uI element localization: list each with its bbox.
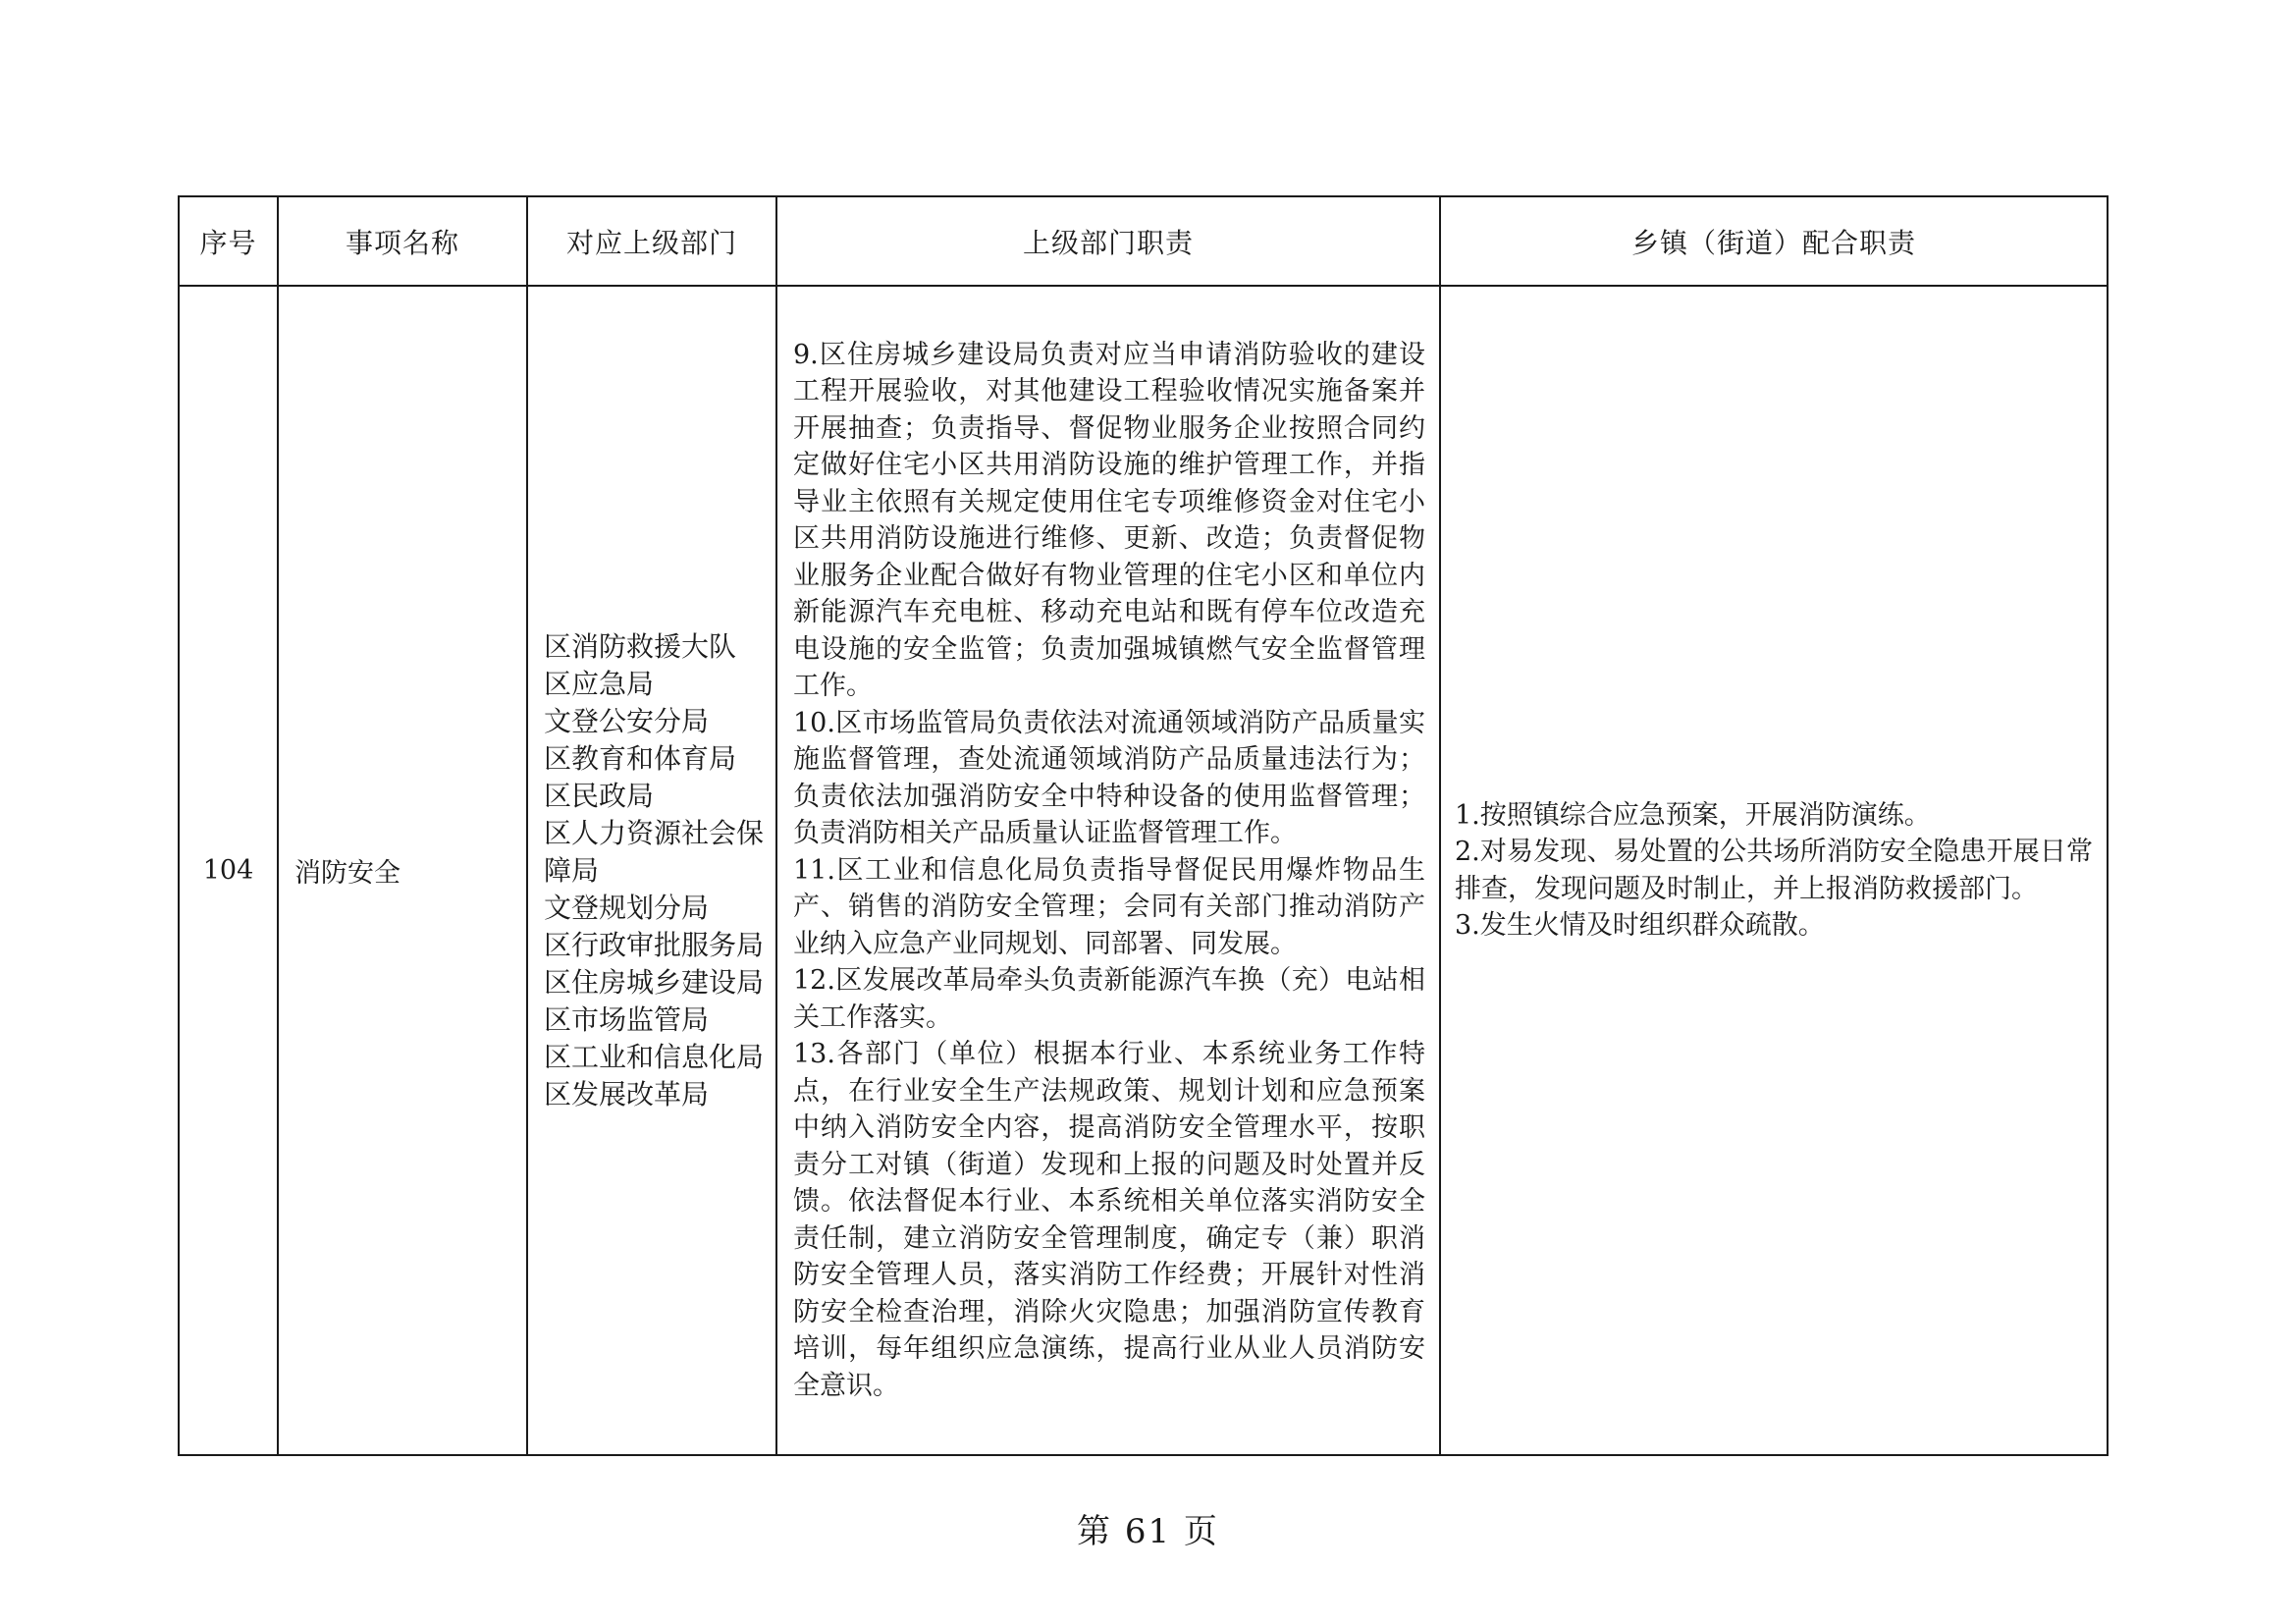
duty-item: 11.区工业和信息化局负责指导督促民用爆炸物品生产、销售的消防安全管理；会同有关部门推动消防产业纳入应急产业同规划、同部署、同发展。 (793, 854, 1425, 959)
department-item: 区应急局 (544, 667, 655, 700)
town-duty-item: 1.按照镇综合应急预案，开展消防演练。 (1455, 799, 1931, 831)
town-duty-item: 3.发生火情及时组织群众疏散。 (1455, 910, 1825, 941)
header-duty: 上级部门职责 (776, 196, 1440, 286)
header-seq: 序号 (179, 196, 278, 286)
header-dept: 对应上级部门 (527, 196, 776, 286)
department-item: 区消防救援大队 (544, 629, 737, 663)
row-departments (527, 286, 776, 1455)
department-item: 区市场监管局 (544, 1002, 710, 1036)
department-item: 区教育和体育局 (544, 741, 737, 775)
town-duty-item: 2.对易发现、易处置的公共场所消防安全隐患开展日常排查，发现问题及时制止，并上报消防救援部门。 (1455, 837, 2093, 904)
department-item: 文登公安分局 (544, 704, 710, 737)
department-list (528, 628, 775, 1113)
department-item: 区住房城乡建设局 (544, 965, 765, 999)
row-seq: 104 (179, 286, 278, 1455)
page-number: 第 61 页 (1077, 1512, 1219, 1551)
header-name: 事项名称 (278, 196, 527, 286)
row-duties (776, 286, 1440, 1455)
table-row (179, 286, 2108, 1455)
department-item: 区人力资源社会保障局 (544, 816, 765, 887)
duty-item: 10.区市场监管局负责依法对流通领域消防产品质量实施监督管理，查处流通领域消防产品质量违法行为；负责依法加强消防安全中特种设备的使用监督管理；负责消防相关产品质量认证监督管理工作。 (793, 707, 1425, 849)
department-item: 区行政审批服务局 (544, 928, 765, 961)
department-item: 文登规划分局 (544, 891, 710, 924)
duty-item: 13.各部门（单位）根据本行业、本系统业务工作特点，在行业安全生产法规政策、规划计划和应急预案中纳入消防安全内容，提高消防安全管理水平，按职责分工对镇（街道）发现和上报的问题及时处置并反馈。依法督促本行业、本系统相关单位落实消防安全责任制，建立消防安全管理制度，确定专（兼）职消防安全管理人员，落实消防工作经费；开展针对性消防安全检查治理，消除火灾隐患；加强消防宣传教育培训，每年组织应急演练，提高行业从业人员消防安全意识。 (793, 1039, 1425, 1401)
duty-item: 12.区发展改革局牵头负责新能源汽车换（充）电站相关工作落实。 (793, 965, 1425, 1033)
table-header-row (179, 196, 2108, 286)
duty-table (178, 195, 2109, 1456)
duty-list (777, 337, 1439, 1405)
department-item: 区民政局 (544, 779, 655, 812)
row-name: 消防安全 (278, 286, 527, 1455)
department-item: 区工业和信息化局 (544, 1040, 765, 1073)
town-duty-list (1441, 797, 2107, 945)
department-item: 区发展改革局 (544, 1077, 710, 1110)
row-town-duties (1440, 286, 2108, 1455)
duty-item: 9.区住房城乡建设局负责对应当申请消防验收的建设工程开展验收，对其他建设工程验收情况实施备案并开展抽查；负责指导、督促物业服务企业按照合同约定做好住宅小区共用消防设施的维护管理工作，并指导业主依照有关规定使用住宅专项维修资金对住宅小区共用消防设施进行维修、更新、改造；负责督促物业服务企业配合做好有物业管理的住宅小区和单位内新能源汽车充电桩、移动充电站和既有停车位改造充电设施的安全监管；负责加强城镇燃气安全监督管理工作。 (793, 339, 1425, 702)
header-town: 乡镇（街道）配合职责 (1440, 196, 2108, 286)
